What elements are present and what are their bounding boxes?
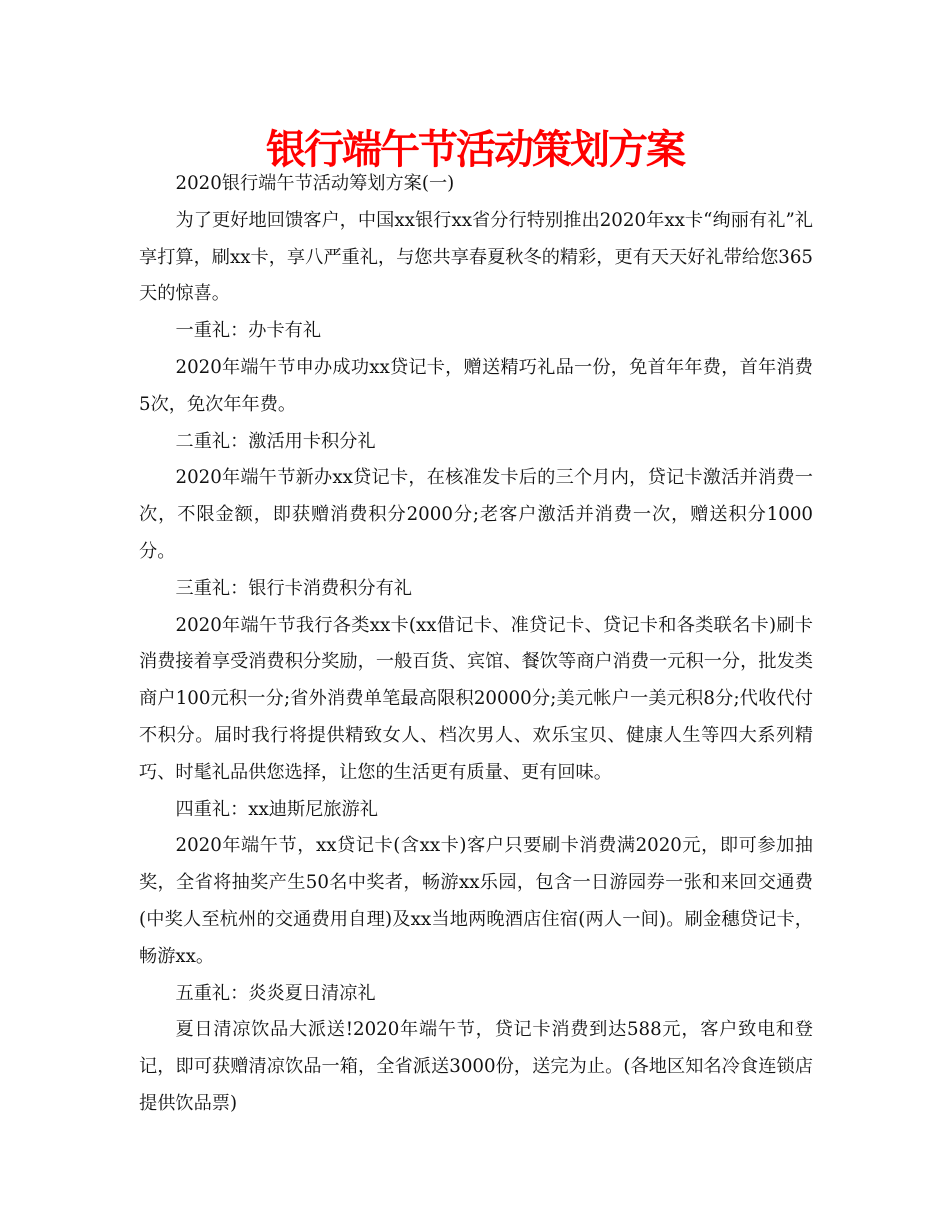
subtitle-paragraph: 2020银行端午节活动筹划方案(一) <box>175 173 455 194</box>
gift-4-paragraph: 2020年端午节，xx贷记卡(含xx卡)客户只要刷卡消费满2020元，即可参加抽奖，全省将抽奖产生50名中奖者，畅游xx乐园，包含一日游园券一张和来回交通费(中奖人至杭州的交通费用自理)及xx当地两晚酒店住宿(两人一间)。刷金穗贷记卡，畅游xx。 <box>139 835 813 967</box>
gift-1-heading: 一重礼：办卡有礼 <box>175 320 322 342</box>
gift-1-paragraph: 2020年端午节申办成功xx贷记卡，赠送精巧礼品一份，免首年年费，首年消费5次，免次年年费。 <box>139 356 813 415</box>
document-body <box>139 166 813 1123</box>
gift-2-heading: 二重礼：激活用卡积分礼 <box>175 430 376 452</box>
gift-3-heading: 三重礼：银行卡消费积分有礼 <box>175 577 412 599</box>
gift-2-paragraph: 2020年端午节新办xx贷记卡，在核准发卡后的三个月内，贷记卡激活并消费一次，不限金额，即获赠消费积分2000分;老客户激活并消费一次，赠送积分1000分。 <box>139 467 813 562</box>
intro-paragraph: 为了更好地回馈客户，中国xx银行xx省分行特别推出2020年xx卡“绚丽有礼”礼享打算，刷xx卡，享八严重礼，与您共享春夏秋冬的精彩，更有天天好礼带给您365天的惊喜。 <box>139 209 813 305</box>
gift-4-heading: 四重礼：xx迪斯尼旅游礼 <box>175 798 378 820</box>
gift-5-paragraph: 夏日清凉饮品大派送!2020年端午节，贷记卡消费到达588元，客户致电和登记，即可获赠清凉饮品一箱，全省派送3000份，送完为止。(各地区知名冷食连锁店提供饮品票) <box>139 1019 813 1114</box>
gift-3-paragraph: 2020年端午节我行各类xx卡(xx借记卡、准贷记卡、贷记卡和各类联名卡)刷卡消费接着享受消费积分奖励，一般百货、宾馆、餐饮等商户消费一元积一分，批发类商户100元积一分;省外消费单笔最高限积20000分;美元帐户一美元积8分;代收代付不积分。届时我行将提供精致女人、档次男人、欢乐宝贝、健康人生等四大系列精巧、时髦礼品供您选择，让您的生活更有质量、更有回味。 <box>139 614 813 783</box>
document-title: 银行端午节活动策划方案 <box>266 127 684 173</box>
gift-5-heading: 五重礼：炎炎夏日清凉礼 <box>175 982 376 1004</box>
